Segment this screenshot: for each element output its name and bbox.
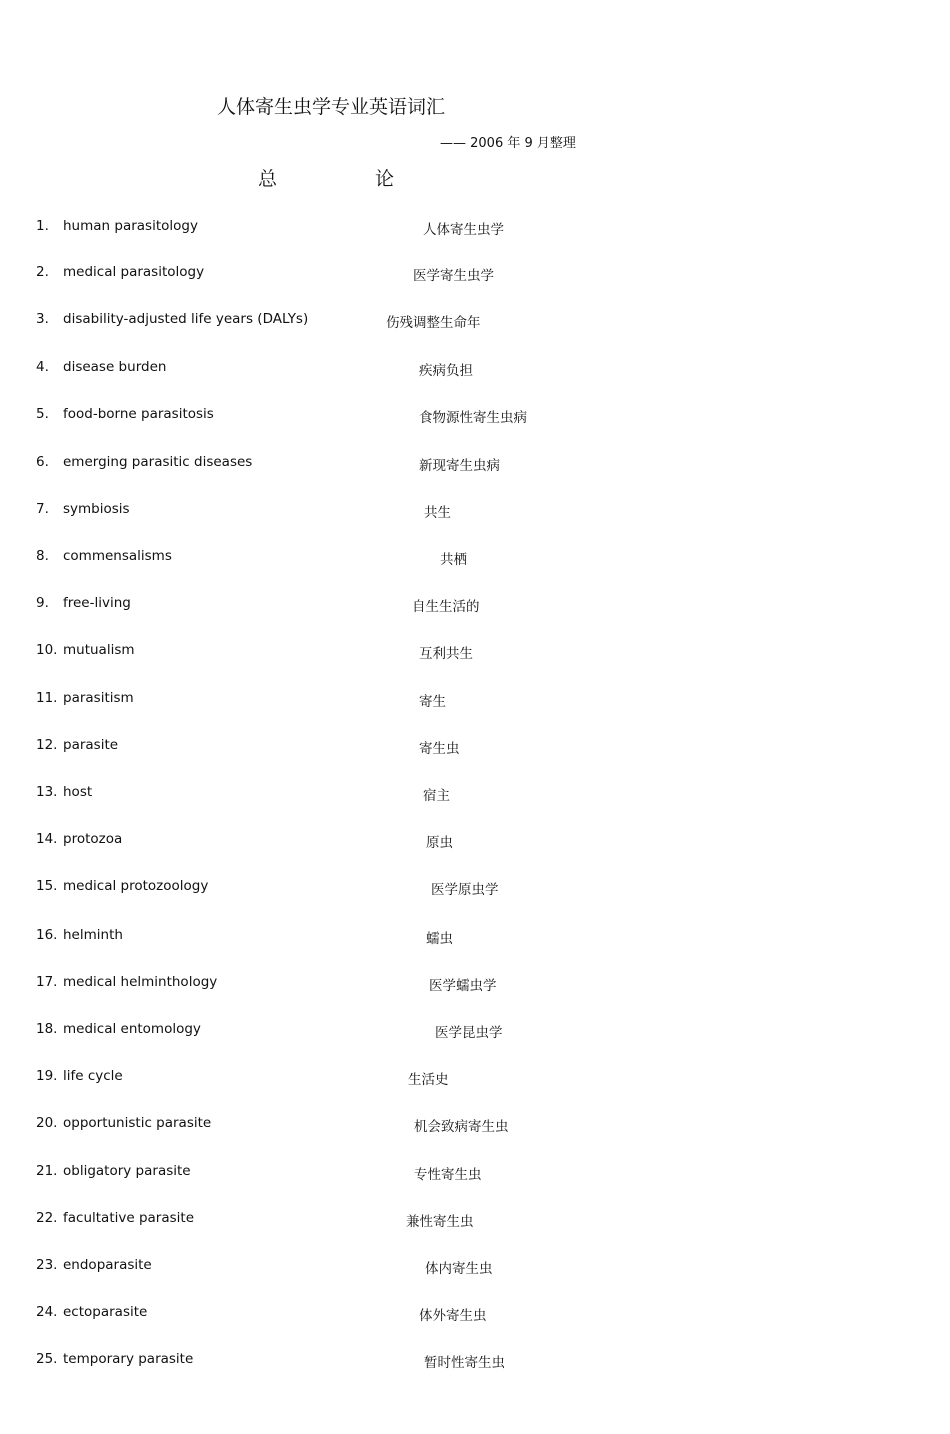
entry-number: 1. [36, 218, 49, 234]
entry-number: 13. [36, 784, 58, 800]
entry-chinese-term: 生活史 [408, 1072, 449, 1088]
entry-chinese-term: 疾病负担 [419, 363, 473, 379]
entry-chinese-term: 暂时性寄生虫 [424, 1355, 505, 1371]
entry-number: 18. [36, 1021, 58, 1037]
entry-number: 20. [36, 1115, 58, 1131]
list-item [0, 642, 950, 664]
entry-english-term: symbiosis [63, 501, 130, 517]
entry-chinese-term: 专性寄生虫 [414, 1167, 482, 1183]
list-item [0, 406, 950, 428]
list-item [0, 878, 950, 900]
entry-chinese-term: 医学蠕虫学 [429, 978, 497, 994]
entry-number: 21. [36, 1163, 58, 1179]
entry-number: 2. [36, 264, 49, 280]
entry-english-term: obligatory parasite [63, 1163, 191, 1179]
entry-number: 23. [36, 1257, 58, 1273]
list-item [0, 501, 950, 523]
entry-english-term: emerging parasitic diseases [63, 454, 253, 470]
entry-english-term: disability-adjusted life years (DALYs) [63, 311, 309, 327]
list-item [0, 974, 950, 996]
list-item [0, 1351, 950, 1373]
entry-english-term: commensalisms [63, 548, 172, 564]
entry-number: 14. [36, 831, 58, 847]
list-item [0, 1210, 950, 1232]
list-item [0, 454, 950, 476]
section-heading-part-2: 论 [375, 168, 395, 190]
entry-english-term: medical parasitology [63, 264, 205, 280]
list-item [0, 1115, 950, 1137]
subtitle: —— 2006 年 9 月整理 [440, 136, 576, 151]
entry-english-term: helminth [63, 927, 123, 943]
list-item [0, 690, 950, 712]
list-item [0, 784, 950, 806]
entry-chinese-term: 互利共生 [419, 646, 473, 662]
entry-english-term: free-living [63, 595, 131, 611]
list-item [0, 359, 950, 381]
entry-chinese-term: 寄生 [419, 694, 446, 710]
entry-chinese-term: 宿主 [423, 788, 450, 804]
entry-english-term: protozoa [63, 831, 123, 847]
list-item [0, 218, 950, 240]
entry-chinese-term: 伤残调整生命年 [386, 315, 481, 331]
entry-chinese-term: 医学寄生虫学 [413, 268, 494, 284]
entry-chinese-term: 自生生活的 [412, 599, 480, 615]
entry-number: 25. [36, 1351, 58, 1367]
entry-number: 15. [36, 878, 58, 894]
entry-english-term: host [63, 784, 93, 800]
entry-chinese-term: 食物源性寄生虫病 [419, 410, 527, 426]
entry-english-term: endoparasite [63, 1257, 152, 1273]
entry-chinese-term: 蠕虫 [426, 931, 453, 947]
entry-number: 19. [36, 1068, 58, 1084]
list-item [0, 1257, 950, 1279]
entry-english-term: food-borne parasitosis [63, 406, 214, 422]
entry-english-term: parasite [63, 737, 119, 753]
entry-english-term: medical helminthology [63, 974, 218, 990]
entry-number: 7. [36, 501, 49, 517]
list-item [0, 311, 950, 333]
entry-number: 9. [36, 595, 49, 611]
list-item [0, 1068, 950, 1090]
entry-number: 3. [36, 311, 49, 327]
list-item [0, 831, 950, 853]
entry-english-term: life cycle [63, 1068, 123, 1084]
entry-chinese-term: 医学原虫学 [431, 882, 499, 898]
entry-english-term: facultative parasite [63, 1210, 194, 1226]
list-item [0, 927, 950, 949]
entry-number: 12. [36, 737, 58, 753]
entry-number: 17. [36, 974, 58, 990]
list-item [0, 1163, 950, 1185]
list-item [0, 264, 950, 286]
page-title: 人体寄生虫学专业英语词汇 [217, 96, 446, 118]
entry-chinese-term: 共栖 [440, 552, 467, 568]
entry-number: 8. [36, 548, 49, 564]
entry-english-term: mutualism [63, 642, 135, 658]
list-item [0, 737, 950, 759]
entry-number: 4. [36, 359, 49, 375]
entry-number: 6. [36, 454, 49, 470]
entry-number: 24. [36, 1304, 58, 1320]
entry-chinese-term: 体外寄生虫 [419, 1308, 487, 1324]
entry-english-term: temporary parasite [63, 1351, 194, 1367]
entry-number: 10. [36, 642, 58, 658]
list-item [0, 595, 950, 617]
list-item [0, 1304, 950, 1326]
entry-chinese-term: 人体寄生虫学 [423, 222, 504, 238]
entry-chinese-term: 共生 [424, 505, 451, 521]
section-heading-part-1: 总 [258, 168, 278, 190]
entry-number: 11. [36, 690, 58, 706]
entry-english-term: medical protozoology [63, 878, 209, 894]
entry-english-term: opportunistic parasite [63, 1115, 212, 1131]
entry-english-term: human parasitology [63, 218, 198, 234]
entry-chinese-term: 机会致病寄生虫 [414, 1119, 509, 1135]
entry-chinese-term: 寄生虫 [419, 741, 460, 757]
entry-number: 16. [36, 927, 58, 943]
entry-chinese-term: 新现寄生虫病 [419, 458, 500, 474]
entry-chinese-term: 兼性寄生虫 [406, 1214, 474, 1230]
entry-number: 5. [36, 406, 49, 422]
entry-number: 22. [36, 1210, 58, 1226]
entry-english-term: ectoparasite [63, 1304, 148, 1320]
list-item [0, 1021, 950, 1043]
list-item [0, 548, 950, 570]
entry-english-term: medical entomology [63, 1021, 201, 1037]
entry-english-term: parasitism [63, 690, 134, 706]
entry-chinese-term: 原虫 [426, 835, 453, 851]
entry-english-term: disease burden [63, 359, 167, 375]
entry-chinese-term: 体内寄生虫 [425, 1261, 493, 1277]
entry-chinese-term: 医学昆虫学 [435, 1025, 503, 1041]
